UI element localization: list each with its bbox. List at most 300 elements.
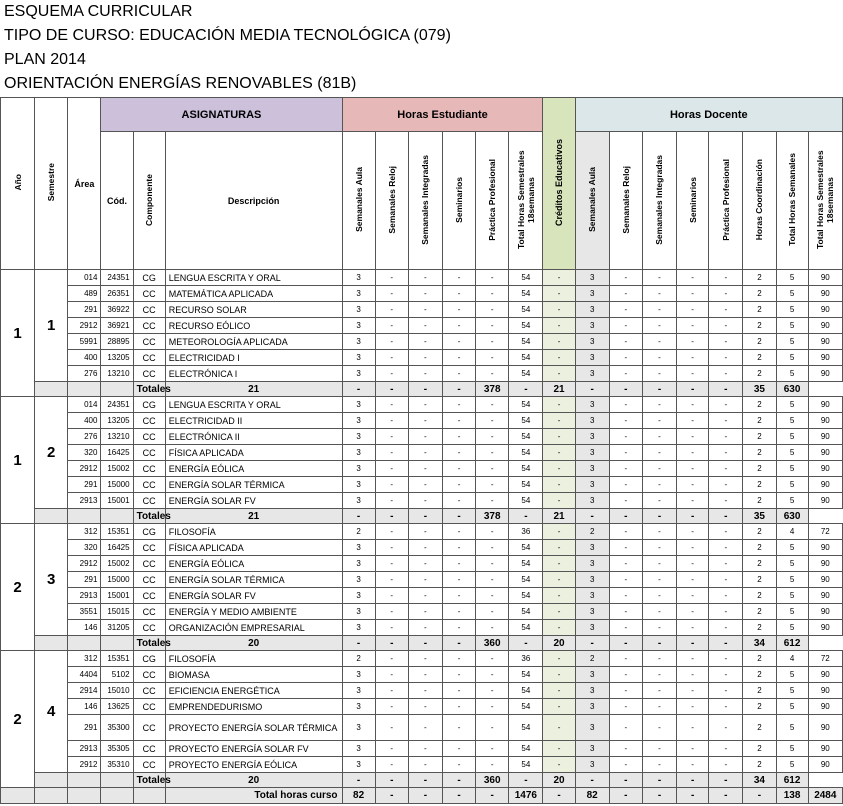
table-row <box>1 286 843 302</box>
table-row <box>1 683 843 699</box>
hours-cell: - <box>677 413 709 429</box>
table-row <box>1 757 843 773</box>
title-line-4: ORIENTACIÓN ENERGÍAS RENOVABLES (81B) <box>4 75 357 92</box>
hours-cell: 2 <box>743 461 776 477</box>
header-est-total: Total Horas Semestrales 18semanas <box>509 132 543 270</box>
header-est-semanales-integradas: Semanales Integradas <box>408 132 442 270</box>
hours-cell: - <box>642 715 676 741</box>
hours-cell: 54 <box>509 350 543 366</box>
hours-cell: - <box>375 699 408 715</box>
totales-empty <box>68 773 101 788</box>
hours-cell: - <box>709 741 743 757</box>
componente-cell: CC <box>133 683 165 699</box>
hours-cell: 54 <box>509 477 543 493</box>
hours-cell: 3 <box>575 366 609 382</box>
totales-empty <box>35 773 68 788</box>
hours-cell: 3 <box>575 445 609 461</box>
hours-cell: - <box>642 270 676 286</box>
table-row <box>1 540 843 556</box>
hours-cell: 90 <box>808 757 842 773</box>
descripcion-text: METEOROLOGÍA APLICADA <box>168 336 288 347</box>
descripcion-text: FÍSICA APLICADA <box>168 542 244 553</box>
hours-cell: 3 <box>575 620 609 636</box>
hours-cell: 3 <box>575 302 609 318</box>
totales-cell: - <box>609 509 642 524</box>
cod-cell: 15002 <box>101 556 133 572</box>
hours-cell: 3 <box>575 683 609 699</box>
descripcion-text: FILOSOFÍA <box>168 526 216 537</box>
table-row <box>1 318 843 334</box>
hours-cell: - <box>375 461 408 477</box>
hours-cell: 90 <box>808 604 842 620</box>
descripcion-text: EMPRENDEDURISMO <box>168 701 263 712</box>
descripcion-cell <box>165 524 342 540</box>
header-semestre: Semestre <box>35 98 68 270</box>
hours-cell: 5 <box>776 741 808 757</box>
hours-cell: - <box>677 588 709 604</box>
hours-cell: - <box>709 270 743 286</box>
hours-cell: - <box>375 683 408 699</box>
hours-cell: 54 <box>509 683 543 699</box>
hours-cell: 72 <box>808 524 842 540</box>
header-doc-semanales-integradas: Semanales Integradas <box>642 132 676 270</box>
grand-total-cell: 138 <box>776 788 808 804</box>
hours-cell: 5 <box>776 461 808 477</box>
totales-cell: - <box>709 382 743 397</box>
cod-cell: 31205 <box>101 620 133 636</box>
hours-cell: 3 <box>342 620 375 636</box>
grand-total-cell: - <box>642 788 676 804</box>
hours-cell: - <box>375 477 408 493</box>
hours-cell: - <box>677 429 709 445</box>
hours-cell: - <box>642 699 676 715</box>
descripcion-cell <box>165 302 342 318</box>
hours-cell: 2 <box>743 302 776 318</box>
hours-cell: - <box>677 477 709 493</box>
componente-cell: CC <box>133 461 165 477</box>
totales-cell: - <box>677 636 709 651</box>
hours-cell: - <box>375 757 408 773</box>
hours-cell: - <box>677 715 709 741</box>
hours-cell: - <box>543 302 575 318</box>
descripcion-cell <box>165 445 342 461</box>
hours-cell: - <box>442 524 475 540</box>
area-cell: 2912 <box>68 757 101 773</box>
totales-empty <box>35 509 68 524</box>
cod-cell: 35305 <box>101 741 133 757</box>
hours-cell: 3 <box>575 588 609 604</box>
hours-cell: - <box>642 461 676 477</box>
totales-cell: - <box>677 509 709 524</box>
hours-cell: 90 <box>808 572 842 588</box>
hours-cell: - <box>442 620 475 636</box>
hours-cell: 3 <box>342 366 375 382</box>
totales-cell: - <box>609 382 642 397</box>
totales-label: Totales <box>133 509 165 524</box>
hours-cell: - <box>476 366 509 382</box>
hours-cell: 90 <box>808 620 842 636</box>
hours-cell: - <box>642 588 676 604</box>
hours-cell: - <box>543 620 575 636</box>
hours-cell: 54 <box>509 461 543 477</box>
area-cell: 2913 <box>68 588 101 604</box>
hours-cell: - <box>609 350 642 366</box>
hours-cell: - <box>709 413 743 429</box>
componente-cell: CC <box>133 429 165 445</box>
hours-cell: - <box>442 572 475 588</box>
hours-cell: 3 <box>575 540 609 556</box>
totales-cell: - <box>575 382 609 397</box>
totales-cell: 630 <box>776 509 808 524</box>
hours-cell: - <box>642 651 676 667</box>
hours-cell: - <box>476 493 509 509</box>
hours-cell: 72 <box>808 651 842 667</box>
descripcion-cell <box>165 493 342 509</box>
totales-empty <box>101 773 133 788</box>
hours-cell: - <box>677 556 709 572</box>
area-cell: 014 <box>68 270 101 286</box>
hours-cell: - <box>408 429 442 445</box>
hours-cell: - <box>677 620 709 636</box>
hours-cell: - <box>375 741 408 757</box>
totales-cell: - <box>575 773 609 788</box>
descripcion-text: ORGANIZACIÓN EMPRESARIAL <box>168 622 305 633</box>
hours-cell: - <box>609 540 642 556</box>
hours-cell: 5 <box>776 620 808 636</box>
descripcion-cell <box>165 757 342 773</box>
area-cell: 2912 <box>68 318 101 334</box>
componente-cell: CC <box>133 620 165 636</box>
hours-cell: 90 <box>808 318 842 334</box>
hours-cell: 3 <box>342 540 375 556</box>
hours-cell: - <box>408 572 442 588</box>
hours-cell: - <box>543 429 575 445</box>
hours-cell: 90 <box>808 286 842 302</box>
hours-cell: - <box>543 683 575 699</box>
descripcion-text: LENGUA ESCRITA Y ORAL <box>168 272 281 283</box>
area-cell: 291 <box>68 477 101 493</box>
descripcion-cell <box>165 461 342 477</box>
descripcion-cell <box>165 556 342 572</box>
curriculum-table <box>0 97 843 804</box>
descripcion-text: EFICIENCIA ENERGÉTICA <box>168 685 280 696</box>
totales-empty <box>35 636 68 651</box>
hours-cell: - <box>543 334 575 350</box>
hours-cell: - <box>609 413 642 429</box>
hours-cell: - <box>609 620 642 636</box>
hours-cell: - <box>442 366 475 382</box>
hours-cell: - <box>543 604 575 620</box>
table-row <box>1 620 843 636</box>
header-doc-practica: Práctica Profesional <box>709 132 743 270</box>
hours-cell: 90 <box>808 334 842 350</box>
totales-cell: - <box>342 773 375 788</box>
hours-cell: - <box>408 604 442 620</box>
totales-cell: 612 <box>776 773 808 788</box>
hours-cell: 2 <box>743 757 776 773</box>
hours-cell: 5 <box>776 604 808 620</box>
hours-cell: - <box>408 588 442 604</box>
componente-cell: CC <box>133 715 165 741</box>
header-area: Área <box>68 98 101 270</box>
hours-cell: - <box>543 493 575 509</box>
hours-cell: - <box>408 286 442 302</box>
table-row <box>1 604 843 620</box>
totales-cell: - <box>642 636 676 651</box>
anio-cell: 2 <box>1 651 35 788</box>
componente-cell: CC <box>133 302 165 318</box>
hours-cell: - <box>375 651 408 667</box>
hours-cell: - <box>408 334 442 350</box>
area-cell: 276 <box>68 366 101 382</box>
cod-cell: 13205 <box>101 413 133 429</box>
hours-cell: 90 <box>808 461 842 477</box>
totales-cell: - <box>342 382 375 397</box>
hours-cell: - <box>677 366 709 382</box>
anio-cell: 1 <box>1 397 35 524</box>
totales-empty <box>68 382 101 397</box>
hours-cell: 54 <box>509 667 543 683</box>
hours-cell: - <box>709 588 743 604</box>
totales-empty <box>101 636 133 651</box>
hours-cell: - <box>543 461 575 477</box>
hours-cell: - <box>642 667 676 683</box>
hours-cell: - <box>543 757 575 773</box>
hours-cell: 2 <box>743 651 776 667</box>
cod-cell: 15351 <box>101 651 133 667</box>
hours-cell: - <box>609 651 642 667</box>
hours-cell: 2 <box>743 445 776 461</box>
area-cell: 400 <box>68 413 101 429</box>
descripcion-cell <box>165 413 342 429</box>
hours-cell: - <box>609 524 642 540</box>
hours-cell: - <box>476 302 509 318</box>
hours-cell: 3 <box>575 572 609 588</box>
descripcion-cell <box>165 651 342 667</box>
hours-cell: - <box>609 757 642 773</box>
descripcion-text: ENERGÍA SOLAR TÉRMICA <box>168 574 285 585</box>
totales-cell: - <box>709 636 743 651</box>
hours-cell: 2 <box>743 318 776 334</box>
hours-cell: - <box>609 334 642 350</box>
hours-cell: - <box>677 350 709 366</box>
hours-cell: - <box>709 302 743 318</box>
hours-cell: 90 <box>808 715 842 741</box>
componente-cell: CC <box>133 572 165 588</box>
hours-cell: - <box>476 741 509 757</box>
descripcion-cell <box>165 620 342 636</box>
hours-cell: - <box>677 683 709 699</box>
hours-cell: - <box>642 477 676 493</box>
hours-cell: 54 <box>509 413 543 429</box>
hours-cell: - <box>543 715 575 741</box>
hours-cell: 2 <box>743 572 776 588</box>
totales-cell: 612 <box>776 636 808 651</box>
anio-cell: 2 <box>1 524 35 651</box>
totales-cell: 21 <box>165 382 342 397</box>
hours-cell: - <box>375 588 408 604</box>
hours-cell: 3 <box>342 350 375 366</box>
table-row <box>1 715 843 741</box>
hours-cell: - <box>543 445 575 461</box>
hours-cell: 3 <box>342 715 375 741</box>
hours-cell: 2 <box>342 651 375 667</box>
area-cell: 320 <box>68 540 101 556</box>
totales-label: Totales <box>133 636 165 651</box>
descripcion-cell <box>165 683 342 699</box>
hours-cell: - <box>442 429 475 445</box>
hours-cell: - <box>543 477 575 493</box>
totales-cell: 35 <box>743 509 776 524</box>
hours-cell: - <box>442 286 475 302</box>
hours-cell: - <box>476 334 509 350</box>
header-est-seminarios: Seminarios <box>442 132 475 270</box>
hours-cell: 5 <box>776 318 808 334</box>
hours-cell: - <box>375 493 408 509</box>
hours-cell: - <box>442 757 475 773</box>
area-cell: 4404 <box>68 667 101 683</box>
hours-cell: - <box>442 477 475 493</box>
hours-cell: - <box>408 556 442 572</box>
componente-cell: CC <box>133 699 165 715</box>
hours-cell: 5 <box>776 286 808 302</box>
hours-cell: - <box>609 699 642 715</box>
cod-cell: 15010 <box>101 683 133 699</box>
hours-cell: 5 <box>776 429 808 445</box>
descripcion-cell <box>165 572 342 588</box>
cod-cell: 24351 <box>101 270 133 286</box>
hours-cell: 90 <box>808 350 842 366</box>
hours-cell: - <box>709 286 743 302</box>
totales-cell: - <box>509 382 543 397</box>
hours-cell: - <box>476 397 509 413</box>
hours-cell: 90 <box>808 699 842 715</box>
hours-cell: - <box>642 318 676 334</box>
hours-cell: - <box>677 302 709 318</box>
hours-cell: 90 <box>808 667 842 683</box>
hours-cell: 90 <box>808 493 842 509</box>
hours-cell: 90 <box>808 683 842 699</box>
hours-cell: - <box>609 286 642 302</box>
hours-cell: - <box>709 334 743 350</box>
hours-cell: - <box>442 667 475 683</box>
hours-cell: - <box>709 366 743 382</box>
hours-cell: 3 <box>575 477 609 493</box>
hours-cell: 3 <box>342 757 375 773</box>
hours-cell: 2 <box>743 397 776 413</box>
totales-cell: 360 <box>476 773 509 788</box>
hours-cell: 3 <box>342 572 375 588</box>
hours-cell: 3 <box>342 493 375 509</box>
hours-cell: - <box>642 604 676 620</box>
hours-cell: - <box>543 667 575 683</box>
componente-cell: CC <box>133 477 165 493</box>
hours-cell: 5 <box>776 572 808 588</box>
cod-cell: 5102 <box>101 667 133 683</box>
grand-total-cell: 1476 <box>509 788 543 804</box>
totales-cell: 21 <box>543 382 575 397</box>
hours-cell: - <box>408 493 442 509</box>
descripcion-cell <box>165 667 342 683</box>
hours-cell: - <box>408 302 442 318</box>
hours-cell: 2 <box>743 667 776 683</box>
hours-cell: - <box>609 741 642 757</box>
hours-cell: 54 <box>509 556 543 572</box>
hours-cell: 5 <box>776 350 808 366</box>
hours-cell: - <box>375 572 408 588</box>
hours-cell: 90 <box>808 366 842 382</box>
totales-cell: - <box>642 509 676 524</box>
hours-cell: - <box>709 461 743 477</box>
totales-empty <box>101 509 133 524</box>
hours-cell: - <box>642 556 676 572</box>
hours-cell: 2 <box>743 540 776 556</box>
descripcion-cell <box>165 286 342 302</box>
hours-cell: - <box>642 683 676 699</box>
hours-cell: 90 <box>808 397 842 413</box>
hours-cell: 54 <box>509 270 543 286</box>
hours-cell: - <box>375 524 408 540</box>
area-cell: 2914 <box>68 683 101 699</box>
hours-cell: - <box>677 461 709 477</box>
hours-cell: - <box>709 318 743 334</box>
hours-cell: 5 <box>776 397 808 413</box>
hours-cell: - <box>476 286 509 302</box>
descripcion-cell <box>165 350 342 366</box>
descripcion-text: ELECTRICIDAD I <box>168 352 240 363</box>
hours-cell: - <box>408 397 442 413</box>
cod-cell: 13210 <box>101 429 133 445</box>
totales-cell: - <box>642 773 676 788</box>
table-row <box>1 493 843 509</box>
grand-total-row <box>1 788 843 804</box>
hours-cell: - <box>408 461 442 477</box>
hours-cell: 2 <box>743 350 776 366</box>
hours-cell: - <box>476 572 509 588</box>
table-row <box>1 699 843 715</box>
hours-cell: - <box>476 683 509 699</box>
hours-cell: - <box>375 445 408 461</box>
hours-cell: 54 <box>509 604 543 620</box>
hours-cell: - <box>609 429 642 445</box>
hours-cell: - <box>543 572 575 588</box>
grand-total-cell: - <box>476 788 509 804</box>
table-row <box>1 461 843 477</box>
table-row <box>1 270 843 286</box>
grand-total-empty <box>68 788 101 804</box>
componente-cell: CC <box>133 318 165 334</box>
hours-cell: 5 <box>776 302 808 318</box>
hours-cell: 5 <box>776 556 808 572</box>
hours-cell: 54 <box>509 572 543 588</box>
totales-cell: - <box>342 509 375 524</box>
totales-cell: - <box>677 382 709 397</box>
hours-cell: - <box>677 540 709 556</box>
totales-cell: - <box>677 773 709 788</box>
descripcion-cell <box>165 715 342 741</box>
hours-cell: 54 <box>509 493 543 509</box>
header-descripcion: Descripción <box>165 132 342 270</box>
hours-cell: 3 <box>575 461 609 477</box>
hours-cell: - <box>408 318 442 334</box>
hours-cell: 3 <box>342 397 375 413</box>
hours-cell: - <box>609 715 642 741</box>
hours-cell: - <box>375 334 408 350</box>
hours-cell: - <box>408 715 442 741</box>
grand-total-cell: - <box>543 788 575 804</box>
area-cell: 014 <box>68 397 101 413</box>
title-block <box>0 0 843 97</box>
